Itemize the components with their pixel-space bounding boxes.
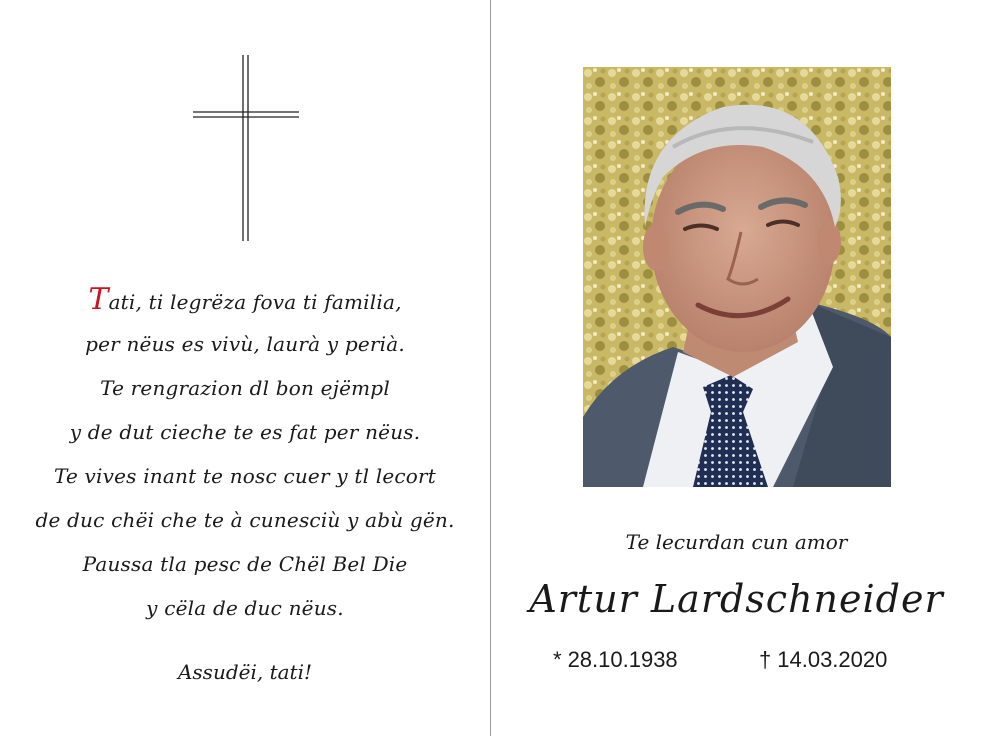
portrait-photo (583, 67, 891, 487)
poem-line: Paussa tla pesc de Chël Bel Die (82, 552, 408, 576)
right-page (491, 0, 982, 736)
cross-icon (193, 55, 299, 241)
birth-date: 28.10.1938 (567, 647, 678, 672)
left-page (0, 0, 490, 736)
memorial-subtitle: Te lecurdan cun amor (625, 530, 848, 554)
poem-line (0, 278, 490, 322)
death-date-group (759, 647, 887, 673)
poem-line: de duc chëi che te à cunesciù y abù gën. (35, 508, 455, 532)
poem-first-line-text: ati, ti legrëza fova ti familia, (108, 290, 402, 314)
poem-line: y de dut cieche te es fat per nëus. (69, 420, 421, 444)
poem-line: per nëus es vivù, laurà y perià. (85, 332, 405, 356)
poem-closing: Assudëi, tati! (177, 660, 313, 684)
poem-line: Te vives inant te nosc cuer y tl lecort (53, 464, 437, 488)
poem (0, 278, 490, 630)
deceased-name: Artur Lardschneider (529, 577, 944, 621)
poem-initial: T (88, 282, 109, 317)
death-date: 14.03.2020 (777, 647, 888, 672)
poem-line: Te rengrazion dl bon ejëmpl (100, 376, 390, 400)
birth-symbol: * (553, 647, 562, 672)
death-symbol: † (759, 647, 772, 672)
birth-date-group (553, 647, 678, 673)
poem-line: y cëla de duc nëus. (146, 596, 344, 620)
